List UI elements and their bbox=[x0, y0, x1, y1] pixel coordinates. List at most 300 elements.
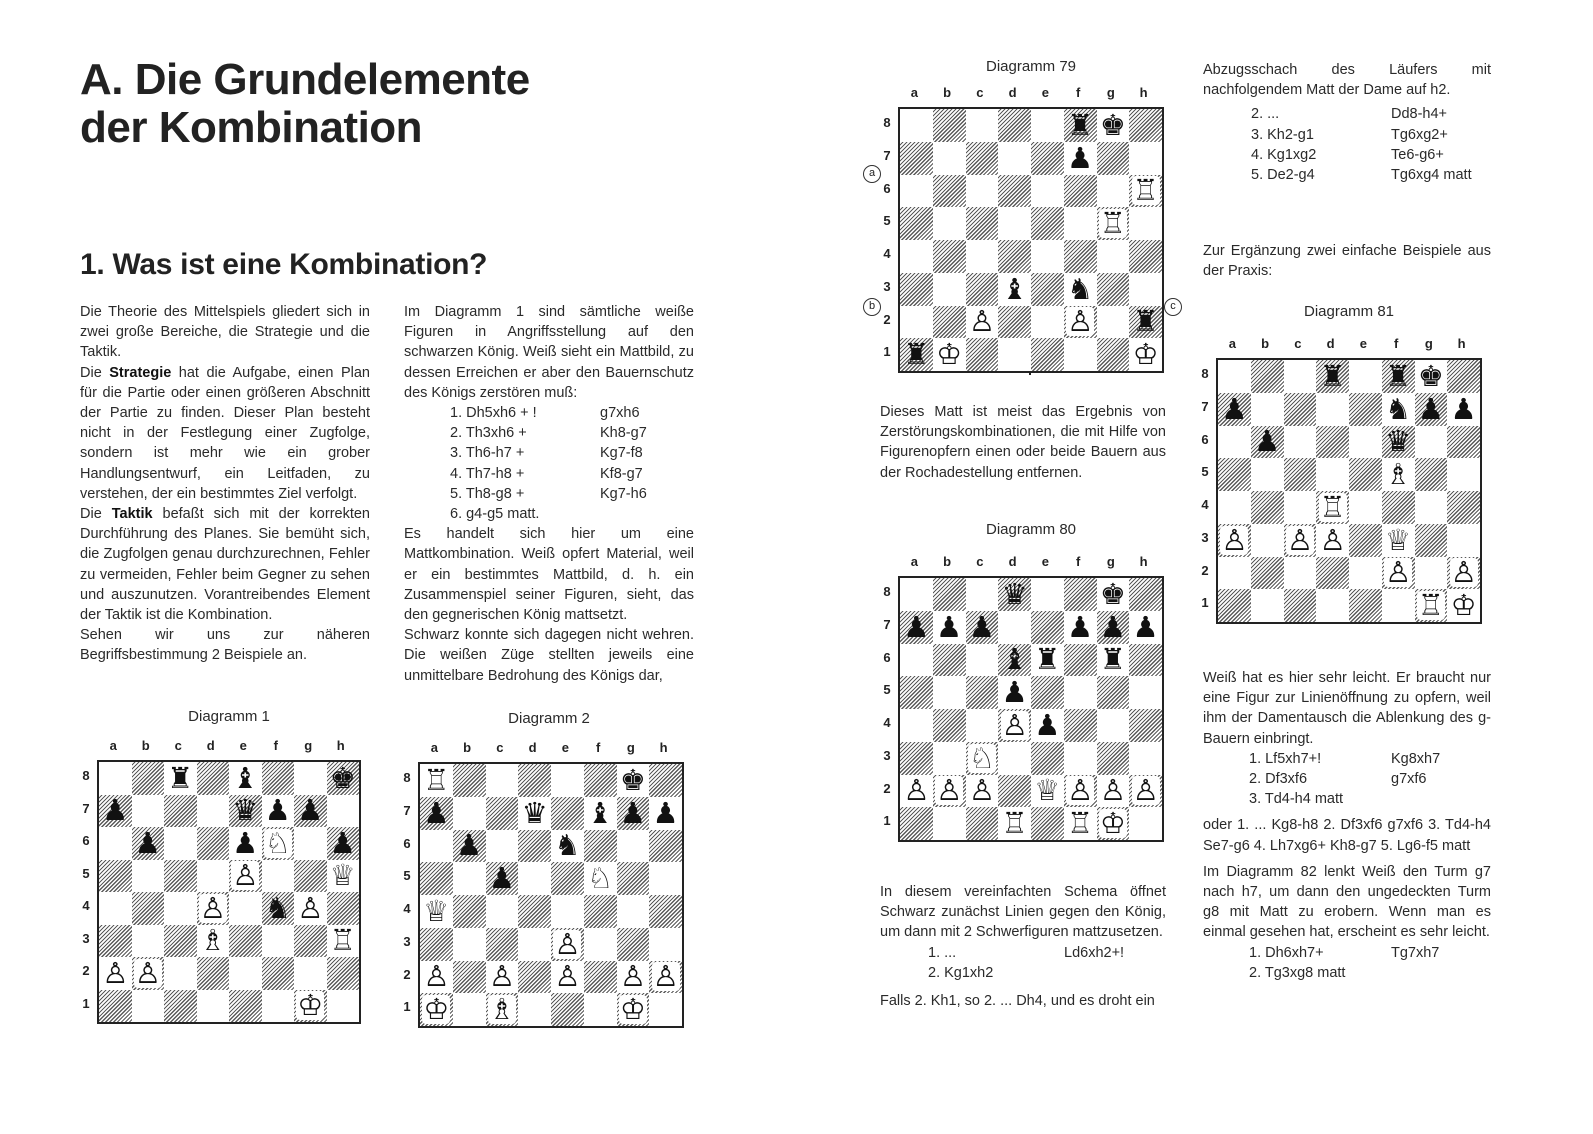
move-row bbox=[1249, 943, 1491, 963]
file-label: g bbox=[1106, 554, 1115, 569]
square bbox=[1415, 491, 1448, 524]
square bbox=[486, 830, 519, 863]
file-label: e bbox=[1041, 554, 1049, 569]
square bbox=[1316, 360, 1349, 393]
square bbox=[1129, 807, 1162, 840]
d79-file-labels bbox=[898, 85, 1160, 100]
square bbox=[998, 306, 1031, 339]
white-pawn-icon: ♙ bbox=[968, 305, 995, 339]
square bbox=[1097, 676, 1130, 709]
square bbox=[966, 611, 999, 644]
square bbox=[998, 142, 1031, 175]
square bbox=[294, 762, 327, 795]
square bbox=[1415, 557, 1448, 590]
white-queen-icon: ♕ bbox=[1034, 774, 1061, 808]
square bbox=[1031, 273, 1064, 306]
square bbox=[1064, 207, 1097, 240]
file-label: h bbox=[1139, 554, 1148, 569]
square bbox=[1031, 742, 1064, 775]
square bbox=[998, 611, 1031, 644]
file-label: g bbox=[1106, 85, 1115, 100]
square bbox=[1415, 458, 1448, 491]
black-rook-icon: ♜ bbox=[1385, 360, 1412, 393]
diagram-81-title: Diagramm 81 bbox=[1303, 303, 1395, 320]
file-label: d bbox=[528, 740, 537, 755]
black-queen-icon: ♛ bbox=[521, 796, 548, 830]
rank-label: 6 bbox=[883, 180, 891, 196]
square bbox=[900, 611, 933, 644]
file-label: h bbox=[659, 740, 668, 755]
d79-rank-labels bbox=[880, 107, 894, 369]
white-rook-icon: ♖ bbox=[1099, 207, 1126, 240]
square bbox=[649, 764, 682, 797]
square bbox=[1064, 109, 1097, 142]
square bbox=[164, 827, 197, 860]
square bbox=[518, 895, 551, 928]
diagram-1-title: Diagramm 1 bbox=[188, 708, 270, 725]
square bbox=[99, 892, 132, 925]
black-bishop-icon: ♝ bbox=[1001, 272, 1028, 306]
file-label: e bbox=[1041, 85, 1049, 100]
section-title: 1. Was ist eine Kombination? bbox=[80, 248, 488, 281]
square bbox=[1415, 426, 1448, 459]
square bbox=[1129, 338, 1162, 371]
black-king-icon: ♚ bbox=[1417, 360, 1444, 393]
white-pawn-icon: ♙ bbox=[1067, 774, 1094, 808]
rank-label: 3 bbox=[883, 747, 891, 763]
square bbox=[1349, 589, 1382, 622]
file-label: f bbox=[273, 738, 278, 753]
square bbox=[1218, 589, 1251, 622]
file-label: e bbox=[561, 740, 569, 755]
square bbox=[1349, 491, 1382, 524]
square bbox=[617, 797, 650, 830]
black-pawn-icon: ♟ bbox=[1417, 392, 1444, 426]
rank-label: 1 bbox=[883, 813, 891, 829]
move-row bbox=[1249, 769, 1491, 789]
square bbox=[998, 644, 1031, 677]
square bbox=[1218, 524, 1251, 557]
black-pawn-icon: ♟ bbox=[1221, 392, 1248, 426]
square bbox=[1447, 491, 1480, 524]
paragraph: Die Strategie hat die Aufgabe, einen Plan für die Partie oder einen größeren Abschnitt der Partie zu finden. Dieser Plan besteht nicht in der Festlegung einer Zugfolge, sondern ist mehr wie ein grober Handlungsentwurf, ein Leitfaden, zu verstehen, der ein bestimmtes Ziel verfolgt. bbox=[80, 364, 370, 502]
square bbox=[617, 895, 650, 928]
file-label: h bbox=[336, 738, 345, 753]
square bbox=[1251, 491, 1284, 524]
black-pawn-icon: ♟ bbox=[488, 862, 515, 895]
square bbox=[1031, 306, 1064, 339]
move-row bbox=[1251, 165, 1491, 185]
file-label: f bbox=[1393, 336, 1399, 351]
square bbox=[1097, 807, 1130, 840]
column-4-top-text: Abzugsschach des Läufers mit nachfolgendem Matt der Dame auf h2. 2. ... Dd8-h4+ 3. Kh2-g1 Tg6xg2+ 4. Kg1xg2 Te6-g6+ 5. De2-g4 Tg6xg4 matt bbox=[1203, 60, 1491, 185]
square bbox=[1064, 578, 1097, 611]
square bbox=[1349, 557, 1382, 590]
square bbox=[617, 993, 650, 1026]
square bbox=[453, 830, 486, 863]
file-label: c bbox=[1294, 336, 1302, 351]
square bbox=[453, 895, 486, 928]
square bbox=[1447, 557, 1480, 590]
square bbox=[1316, 426, 1349, 459]
black-pawn-icon: ♟ bbox=[1254, 425, 1281, 459]
rank-label: 3 bbox=[1201, 529, 1209, 545]
white-pawn-icon: ♙ bbox=[1001, 709, 1028, 742]
white-pawn-icon: ♙ bbox=[423, 960, 450, 994]
square bbox=[551, 862, 584, 895]
square bbox=[327, 892, 360, 925]
square bbox=[933, 109, 966, 142]
square bbox=[933, 306, 966, 339]
d80-board bbox=[898, 576, 1164, 842]
square bbox=[453, 764, 486, 797]
white-move: 3. Td4-h4 matt bbox=[1249, 791, 1344, 808]
square bbox=[584, 830, 617, 863]
square bbox=[1447, 524, 1480, 557]
square bbox=[617, 830, 650, 863]
white-move: 1. ... bbox=[928, 944, 957, 961]
square bbox=[420, 961, 453, 994]
move-list-d82 bbox=[1203, 943, 1491, 983]
rank-label: 7 bbox=[883, 147, 891, 163]
square bbox=[294, 990, 327, 1023]
square bbox=[1316, 557, 1349, 590]
square bbox=[99, 860, 132, 893]
square bbox=[1031, 807, 1064, 840]
square bbox=[1382, 360, 1415, 393]
square bbox=[518, 764, 551, 797]
file-label: a bbox=[910, 554, 918, 569]
rank-label: 6 bbox=[82, 833, 90, 848]
square bbox=[1031, 676, 1064, 709]
chapter-title-line1: A. Die Grundelemente bbox=[80, 55, 530, 104]
rank-label: 5 bbox=[1201, 464, 1209, 480]
black-move: Te6-g6+ bbox=[1391, 146, 1444, 163]
rank-label: 7 bbox=[1201, 398, 1209, 414]
square bbox=[1129, 306, 1162, 339]
d80-rank-labels bbox=[880, 576, 894, 838]
file-label: b bbox=[943, 85, 952, 100]
square bbox=[998, 775, 1031, 808]
square bbox=[294, 957, 327, 990]
square bbox=[294, 827, 327, 860]
square bbox=[998, 807, 1031, 840]
white-knight-icon: ♘ bbox=[587, 862, 614, 895]
white-bishop-icon: ♗ bbox=[488, 993, 515, 1026]
white-pawn-icon: ♙ bbox=[1067, 305, 1094, 339]
square bbox=[1316, 524, 1349, 557]
d2-rank-labels bbox=[400, 762, 414, 1024]
square bbox=[294, 860, 327, 893]
move-list-d81 bbox=[1203, 749, 1491, 810]
square bbox=[617, 961, 650, 994]
square bbox=[1097, 644, 1130, 677]
square bbox=[1447, 458, 1480, 491]
square bbox=[551, 895, 584, 928]
black-king-icon: ♚ bbox=[1099, 578, 1126, 611]
d2-board bbox=[418, 762, 684, 1028]
square bbox=[966, 676, 999, 709]
text-after-diagram-80: In diesem vereinfachten Schema öffnet Schwarz zunächst Linien gegen den König, um dann mit 2 Schwerfiguren mattzusetzen. 1. ... Ld6xh2+! 2. Kg1xh2 Falls 2. Kh1, so 2. ... Dh4, und es droht ein bbox=[880, 884, 1166, 1010]
term-taktik: Taktik bbox=[111, 506, 153, 523]
square bbox=[197, 957, 230, 990]
square bbox=[900, 807, 933, 840]
square bbox=[197, 990, 230, 1023]
black-pawn-icon: ♟ bbox=[1067, 141, 1094, 175]
square bbox=[262, 957, 295, 990]
square bbox=[900, 306, 933, 339]
square bbox=[900, 578, 933, 611]
square bbox=[584, 797, 617, 830]
square bbox=[132, 925, 165, 958]
square bbox=[327, 762, 360, 795]
white-move: 6. g4-g5 matt. bbox=[450, 506, 540, 523]
white-pawn-icon: ♙ bbox=[134, 957, 161, 990]
white-move: 2. ... bbox=[1251, 106, 1280, 123]
square bbox=[933, 175, 966, 208]
square bbox=[584, 961, 617, 994]
square bbox=[649, 895, 682, 928]
square bbox=[1415, 393, 1448, 426]
square bbox=[998, 273, 1031, 306]
square bbox=[900, 240, 933, 273]
white-pawn-icon: ♙ bbox=[102, 957, 129, 990]
black-queen-icon: ♛ bbox=[1385, 425, 1412, 459]
rank-label: 7 bbox=[82, 800, 90, 816]
square bbox=[966, 742, 999, 775]
column-1-text bbox=[80, 302, 370, 666]
square bbox=[900, 207, 933, 240]
square bbox=[1064, 306, 1097, 339]
square bbox=[933, 240, 966, 273]
square bbox=[1284, 589, 1317, 622]
square bbox=[933, 775, 966, 808]
square bbox=[164, 762, 197, 795]
white-pawn-icon: ♙ bbox=[199, 892, 226, 925]
square bbox=[1031, 109, 1064, 142]
square bbox=[998, 109, 1031, 142]
rank-label: 1 bbox=[883, 344, 891, 360]
square bbox=[327, 925, 360, 958]
square bbox=[229, 827, 262, 860]
square bbox=[486, 862, 519, 895]
file-label: g bbox=[1424, 336, 1433, 351]
white-move: 2. Th3xh6 + bbox=[450, 425, 527, 442]
square bbox=[933, 676, 966, 709]
square bbox=[164, 990, 197, 1023]
square bbox=[1129, 611, 1162, 644]
square bbox=[453, 862, 486, 895]
square bbox=[132, 957, 165, 990]
paragraph: Im Diagramm 1 sind sämtliche weiße Figuren in Angriffsstellung auf den schwarzen König. Weiß sieht ein Mattbild, zu dessen Erreichen er aber den Bauernschutz des Königs zerstören muß: bbox=[404, 304, 694, 401]
square bbox=[1218, 393, 1251, 426]
white-rook-icon: ♖ bbox=[1417, 589, 1444, 622]
square bbox=[933, 142, 966, 175]
file-label: b bbox=[463, 740, 472, 755]
white-move: 1. Dh6xh7+ bbox=[1249, 944, 1324, 961]
square bbox=[900, 175, 933, 208]
d1-board bbox=[97, 760, 361, 1024]
d2-file-labels bbox=[418, 740, 680, 755]
square bbox=[294, 795, 327, 828]
square bbox=[99, 762, 132, 795]
square bbox=[1382, 491, 1415, 524]
square bbox=[1031, 611, 1064, 644]
square bbox=[1064, 338, 1097, 371]
square bbox=[262, 795, 295, 828]
chapter-title-line2: der Kombination bbox=[80, 103, 423, 152]
column-4-ergaenzung: Zur Ergänzung zwei einfache Beispiele aus der Praxis: bbox=[1203, 243, 1491, 280]
square bbox=[584, 928, 617, 961]
rank-label: 8 bbox=[403, 770, 411, 785]
black-pawn-icon: ♟ bbox=[456, 829, 483, 863]
square bbox=[99, 827, 132, 860]
white-move: 5. Th8-g8 + bbox=[450, 485, 525, 502]
d81-file-labels bbox=[1216, 336, 1478, 351]
black-move: Dd8-h4+ bbox=[1391, 106, 1448, 123]
square bbox=[998, 207, 1031, 240]
white-knight-icon: ♘ bbox=[264, 827, 291, 860]
black-move: Kg7-h6 bbox=[600, 485, 647, 502]
black-pawn-icon: ♟ bbox=[329, 827, 356, 860]
square bbox=[1031, 240, 1064, 273]
move-row bbox=[450, 504, 694, 524]
file-label: a bbox=[910, 85, 918, 100]
black-pawn-icon: ♟ bbox=[423, 796, 450, 830]
square bbox=[1064, 175, 1097, 208]
square bbox=[1251, 393, 1284, 426]
d81-board bbox=[1216, 358, 1482, 624]
square bbox=[486, 993, 519, 1026]
black-pawn-icon: ♟ bbox=[134, 827, 161, 860]
square bbox=[1031, 578, 1064, 611]
black-bishop-icon: ♝ bbox=[232, 762, 259, 795]
square bbox=[933, 611, 966, 644]
square bbox=[1382, 524, 1415, 557]
black-rook-icon: ♜ bbox=[903, 338, 930, 371]
square bbox=[900, 109, 933, 142]
square bbox=[453, 797, 486, 830]
rank-label: 2 bbox=[883, 780, 891, 796]
square bbox=[262, 892, 295, 925]
square bbox=[933, 273, 966, 306]
square bbox=[1382, 393, 1415, 426]
black-pawn-icon: ♟ bbox=[232, 827, 259, 860]
square bbox=[1129, 240, 1162, 273]
square bbox=[1097, 306, 1130, 339]
move-row bbox=[450, 443, 694, 463]
column-2-text bbox=[404, 302, 694, 686]
square bbox=[1129, 578, 1162, 611]
square bbox=[1064, 709, 1097, 742]
square bbox=[1382, 557, 1415, 590]
square bbox=[262, 762, 295, 795]
text-after-diagram-79: Dieses Matt ist meist das Ergebnis von Zerstörungskombinationen, die mit Hilfe von Figurenopfern einen oder beide Bauern aus der Rochadestellung entfernen. bbox=[880, 404, 1166, 481]
rank-label: 1 bbox=[403, 999, 411, 1015]
move-list-d80 bbox=[880, 943, 1166, 983]
white-move: 4. Kg1xg2 bbox=[1251, 146, 1317, 163]
square bbox=[486, 895, 519, 928]
square bbox=[1415, 524, 1448, 557]
square bbox=[966, 240, 999, 273]
square bbox=[966, 775, 999, 808]
move-row bbox=[1251, 145, 1491, 165]
move-row bbox=[1249, 789, 1491, 809]
white-move: 3. Kh2-g1 bbox=[1251, 126, 1314, 143]
square bbox=[1447, 393, 1480, 426]
black-knight-icon: ♞ bbox=[1385, 392, 1412, 426]
square bbox=[1316, 491, 1349, 524]
square bbox=[164, 860, 197, 893]
square bbox=[1218, 491, 1251, 524]
rank-label: 4 bbox=[883, 246, 891, 261]
black-pawn-icon: ♟ bbox=[1034, 709, 1061, 742]
square bbox=[649, 928, 682, 961]
square bbox=[966, 142, 999, 175]
square bbox=[327, 795, 360, 828]
square bbox=[486, 764, 519, 797]
white-pawn-icon: ♙ bbox=[1319, 523, 1346, 557]
square bbox=[294, 925, 327, 958]
square bbox=[1097, 742, 1130, 775]
square bbox=[453, 961, 486, 994]
circle-label-b: b bbox=[863, 298, 881, 316]
file-label: c bbox=[496, 740, 504, 755]
square bbox=[229, 990, 262, 1023]
square bbox=[453, 993, 486, 1026]
square bbox=[1284, 491, 1317, 524]
square bbox=[164, 925, 197, 958]
square bbox=[1382, 426, 1415, 459]
white-bishop-icon: ♗ bbox=[199, 924, 226, 957]
square bbox=[1064, 240, 1097, 273]
square bbox=[1316, 589, 1349, 622]
black-rook-icon: ♜ bbox=[1067, 109, 1094, 142]
white-pawn-icon: ♙ bbox=[652, 960, 679, 994]
square bbox=[420, 928, 453, 961]
square bbox=[1064, 273, 1097, 306]
d81-rank-labels bbox=[1198, 358, 1212, 620]
square bbox=[966, 175, 999, 208]
square bbox=[998, 578, 1031, 611]
move-row bbox=[450, 403, 694, 423]
square bbox=[132, 762, 165, 795]
square bbox=[1447, 589, 1480, 622]
black-move: g7xh6 bbox=[600, 405, 640, 422]
square bbox=[1097, 273, 1130, 306]
square bbox=[1251, 458, 1284, 491]
square bbox=[132, 892, 165, 925]
square bbox=[1097, 578, 1130, 611]
square bbox=[1251, 589, 1284, 622]
white-pawn-icon: ♙ bbox=[1385, 556, 1412, 590]
square bbox=[420, 895, 453, 928]
move-row bbox=[450, 464, 694, 484]
square bbox=[262, 827, 295, 860]
rank-label: 2 bbox=[883, 311, 891, 327]
file-label: f bbox=[595, 740, 601, 755]
square bbox=[617, 928, 650, 961]
square bbox=[327, 990, 360, 1023]
square bbox=[1349, 458, 1382, 491]
white-rook-icon: ♖ bbox=[423, 764, 450, 797]
white-pawn-icon: ♙ bbox=[1221, 523, 1248, 557]
black-rook-icon: ♜ bbox=[1099, 643, 1126, 677]
square bbox=[900, 338, 933, 371]
paragraph: Die Theorie des Mittelspiels gliedert sich in zwei große Bereiche, die Strategie und die Taktik. bbox=[80, 304, 370, 361]
white-bishop-icon: ♗ bbox=[1385, 458, 1412, 491]
white-rook-icon: ♖ bbox=[1132, 174, 1159, 208]
